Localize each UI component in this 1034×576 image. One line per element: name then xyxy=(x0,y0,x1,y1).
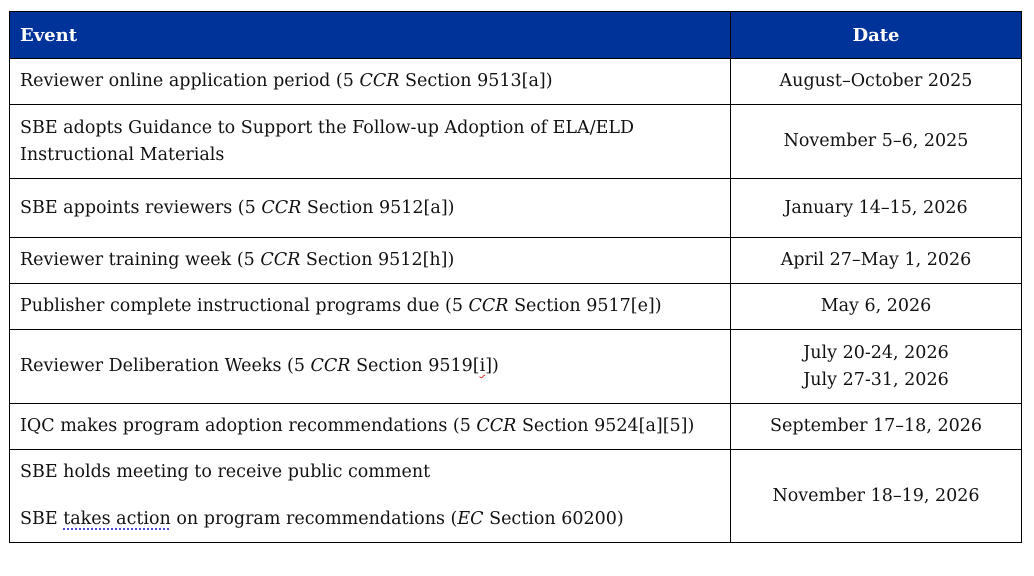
event-column-header: Event xyxy=(10,12,731,59)
table-row xyxy=(10,450,1022,543)
table-row xyxy=(10,330,1022,404)
table-row xyxy=(10,284,1022,330)
date-cell: May 6, 2026 xyxy=(731,284,1022,330)
table-row xyxy=(10,105,1022,179)
header-row xyxy=(10,12,1022,59)
spellcheck-flag[interactable]: i xyxy=(479,356,486,376)
event-cell: Reviewer online application period (5 CCR Section 9513[a]) xyxy=(10,59,731,105)
date-column-header: Date xyxy=(731,12,1022,59)
event-cell: SBE appoints reviewers (5 CCR Section 9512[a]) xyxy=(10,179,731,238)
date-line: July 20-24, 2026 xyxy=(803,342,949,363)
date-cell: September 17–18, 2026 xyxy=(731,404,1022,450)
date-cell xyxy=(731,330,1022,404)
event-line: SBE holds meeting to receive public comment xyxy=(20,462,431,482)
event-cell: SBE adopts Guidance to Support the Follow-up Adoption of ELA/ELD Instructional Materials xyxy=(10,105,731,179)
events-schedule-table xyxy=(9,11,1022,543)
event-cell: IQC makes program adoption recommendations (5 CCR Section 9524[a][5]) xyxy=(10,404,731,450)
date-cell: April 27–May 1, 2026 xyxy=(731,238,1022,284)
table-row xyxy=(10,59,1022,105)
date-cell: November 18–19, 2026 xyxy=(731,450,1022,543)
date-cell: January 14–15, 2026 xyxy=(731,179,1022,238)
event-cell: Reviewer Deliberation Weeks (5 CCR Section 9519[i]) xyxy=(10,330,731,404)
date-line: July 27-31, 2026 xyxy=(803,369,949,390)
table-row xyxy=(10,179,1022,238)
table-row xyxy=(10,238,1022,284)
date-cell: November 5–6, 2025 xyxy=(731,105,1022,179)
event-cell: Reviewer training week (5 CCR Section 9512[h]) xyxy=(10,238,731,284)
event-line: SBE takes action on program recommendations (EC Section 60200) xyxy=(20,509,624,529)
event-cell: Publisher complete instructional programs due (5 CCR Section 9517[e]) xyxy=(10,284,731,330)
event-cell xyxy=(10,450,731,543)
date-cell: August–October 2025 xyxy=(731,59,1022,105)
table-row xyxy=(10,404,1022,450)
grammar-check-flag[interactable]: takes action xyxy=(63,509,171,529)
